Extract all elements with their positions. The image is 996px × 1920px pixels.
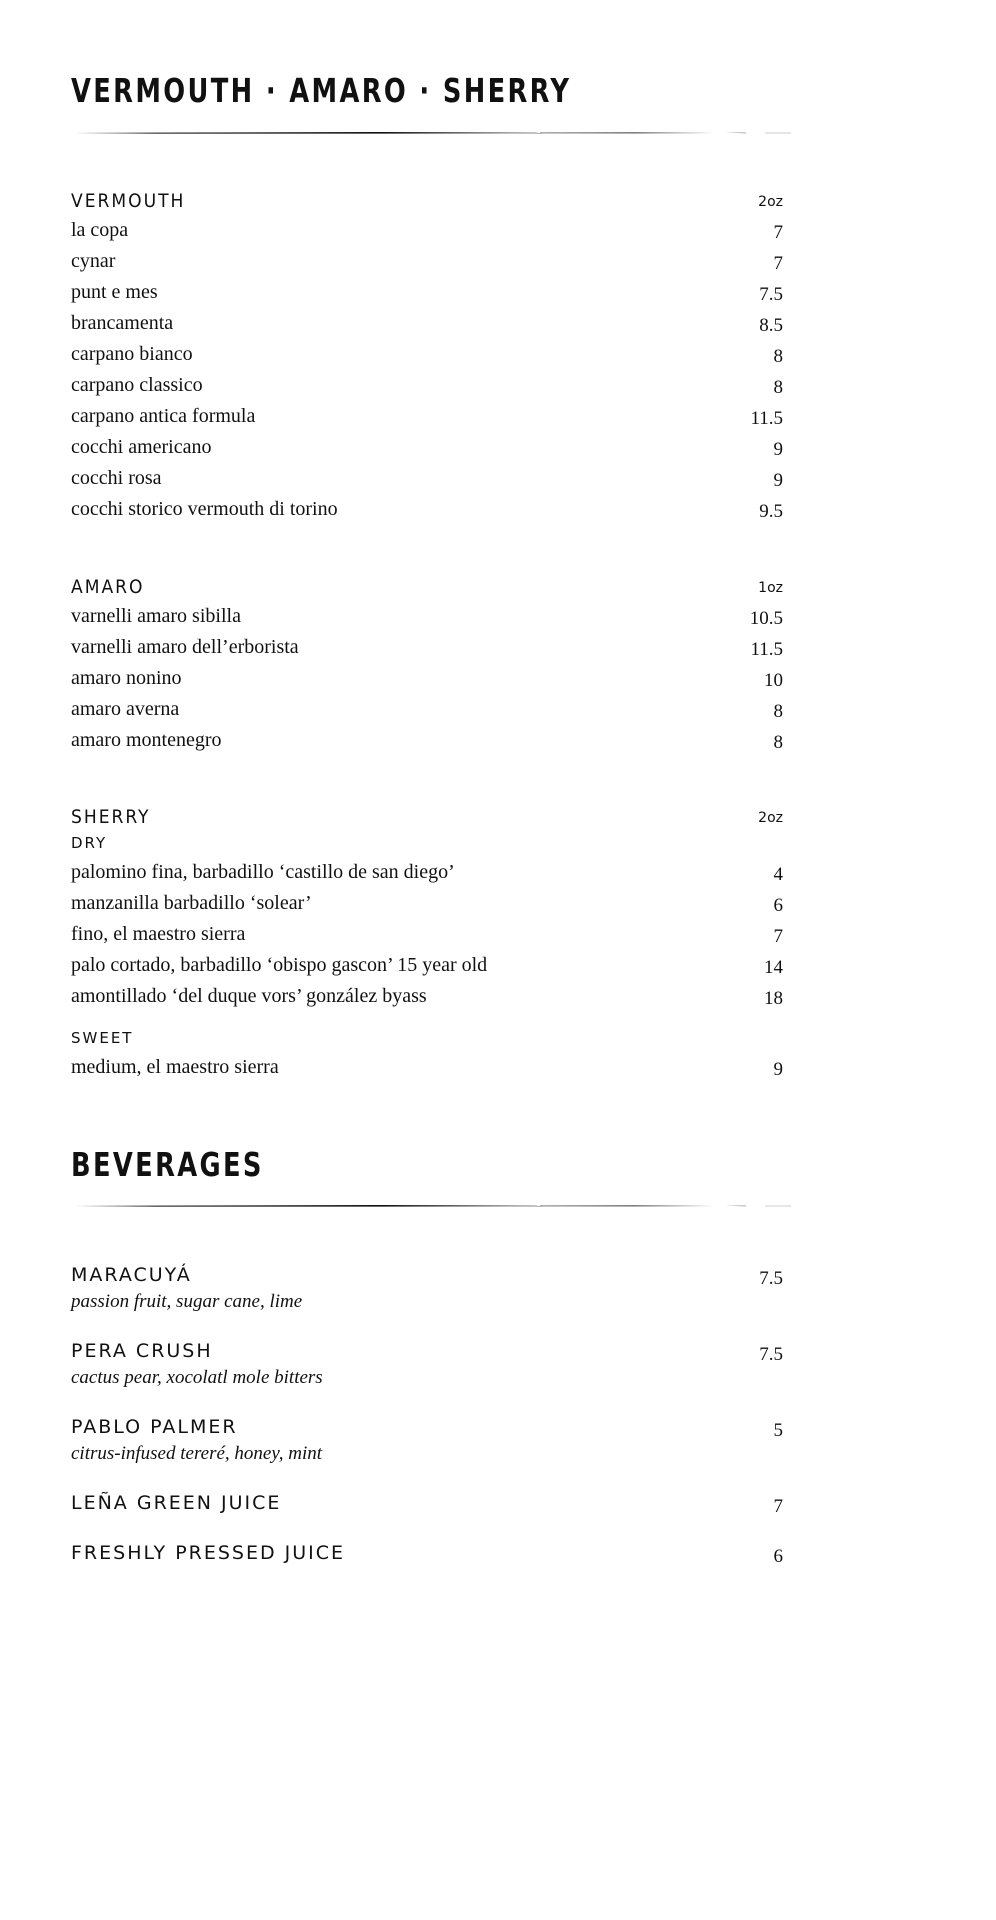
beverage-price: 7 (773, 1496, 783, 1517)
beverage-name: MARACUYÁ (71, 1264, 192, 1286)
item-price: 11.5 (750, 408, 783, 429)
beverage-description: citrus-infused tereré, honey, mint (71, 1443, 322, 1464)
item-price: 8 (773, 346, 783, 367)
beverages-divider (75, 1204, 791, 1208)
menu-item (71, 468, 783, 499)
beverage-price: 7.5 (759, 1344, 783, 1365)
item-price: 7 (773, 222, 783, 243)
sherry-header (71, 808, 783, 836)
item-price: 8.5 (759, 315, 783, 336)
beverage-price: 5 (773, 1420, 783, 1441)
vermouth-unit: 2oz (758, 194, 783, 210)
menu-item (71, 313, 783, 344)
item-price: 7.5 (759, 284, 783, 305)
item-name: palomino fina, barbadillo ‘castillo de san diego’ (71, 861, 455, 883)
item-price: 8 (773, 732, 783, 753)
item-price: 10 (764, 670, 783, 691)
item-price: 14 (764, 957, 783, 978)
amaro-section (71, 578, 783, 761)
item-name: medium, el maestro sierra (71, 1056, 279, 1078)
sherry-dry-label: DRY (71, 834, 108, 852)
menu-item (71, 375, 783, 406)
menu-item (71, 668, 783, 699)
sherry-title: SHERRY (71, 806, 151, 828)
menu-item (71, 1057, 783, 1088)
beverage-name: PABLO PALMER (71, 1416, 238, 1438)
item-name: carpano antica formula (71, 405, 256, 427)
amaro-unit: 1oz (758, 580, 783, 596)
beverage-description: passion fruit, sugar cane, lime (71, 1291, 303, 1312)
item-name: varnelli amaro sibilla (71, 605, 241, 627)
beverages-section (71, 1266, 783, 1594)
beverage-name: FRESHLY PRESSED JUICE (71, 1542, 346, 1564)
item-price: 8 (773, 701, 783, 722)
item-price: 11.5 (750, 639, 783, 660)
item-name: cocchi rosa (71, 467, 162, 489)
item-name: amaro montenegro (71, 729, 222, 751)
menu-item (71, 862, 783, 893)
menu-item (71, 606, 783, 637)
beverage-item (71, 1544, 783, 1594)
item-price: 9 (773, 470, 783, 491)
item-name: cocchi storico vermouth di torino (71, 498, 338, 520)
menu-item (71, 251, 783, 282)
item-price: 18 (764, 988, 783, 1009)
item-name: cocchi americano (71, 436, 212, 458)
item-price: 6 (773, 895, 783, 916)
menu-item (71, 406, 783, 437)
beverage-name: PERA CRUSH (71, 1340, 213, 1362)
item-price: 9 (773, 1059, 783, 1080)
menu-item (71, 220, 783, 251)
menu-item (71, 282, 783, 313)
item-price: 9.5 (759, 501, 783, 522)
item-name: la copa (71, 219, 129, 241)
item-price: 4 (773, 864, 783, 885)
menu-item (71, 637, 783, 668)
item-name: punt e mes (71, 281, 158, 303)
menu-item (71, 986, 783, 1017)
sherry-unit: 2oz (758, 810, 783, 826)
item-name: carpano bianco (71, 343, 193, 365)
beverage-item (71, 1266, 783, 1342)
amaro-title: AMARO (71, 576, 145, 598)
item-name: fino, el maestro sierra (71, 923, 246, 945)
beverage-description: cactus pear, xocolatl mole bitters (71, 1367, 323, 1388)
item-name: cynar (71, 250, 116, 272)
menu-item (71, 437, 783, 468)
vermouth-header (71, 192, 783, 220)
menu-item (71, 499, 783, 530)
beverage-item (71, 1494, 783, 1544)
item-price: 8 (773, 377, 783, 398)
beverage-item (71, 1342, 783, 1418)
item-name: carpano classico (71, 374, 203, 396)
item-name: amaro averna (71, 698, 180, 720)
beverages-heading: BEVERAGES (71, 1145, 264, 1184)
menu-heading: VERMOUTH · AMARO · SHERRY (71, 71, 572, 110)
sherry-sweet-label: SWEET (71, 1029, 134, 1047)
menu-item (71, 955, 783, 986)
item-name: palo cortado, barbadillo ‘obispo gascon’ 15 year old (71, 954, 488, 976)
vermouth-title: VERMOUTH (71, 190, 186, 212)
heading-divider (75, 131, 791, 135)
beverage-price: 7.5 (759, 1268, 783, 1289)
menu-item (71, 730, 783, 761)
sherry-section (71, 808, 783, 1088)
item-name: brancamenta (71, 312, 174, 334)
beverage-price: 6 (773, 1546, 783, 1567)
vermouth-section (71, 192, 783, 530)
menu-item (71, 924, 783, 955)
item-price: 10.5 (749, 608, 783, 629)
beverage-name: LEÑA GREEN JUICE (71, 1492, 282, 1514)
menu-item (71, 344, 783, 375)
item-name: manzanilla barbadillo ‘solear’ (71, 892, 312, 914)
item-price: 9 (773, 439, 783, 460)
item-name: amontillado ‘del duque vors’ gonzález byass (71, 985, 427, 1007)
menu-item (71, 893, 783, 924)
item-name: varnelli amaro dell’erborista (71, 636, 299, 658)
menu-item (71, 699, 783, 730)
item-price: 7 (773, 253, 783, 274)
item-price: 7 (773, 926, 783, 947)
beverage-item (71, 1418, 783, 1494)
item-name: amaro nonino (71, 667, 182, 689)
amaro-header (71, 578, 783, 606)
